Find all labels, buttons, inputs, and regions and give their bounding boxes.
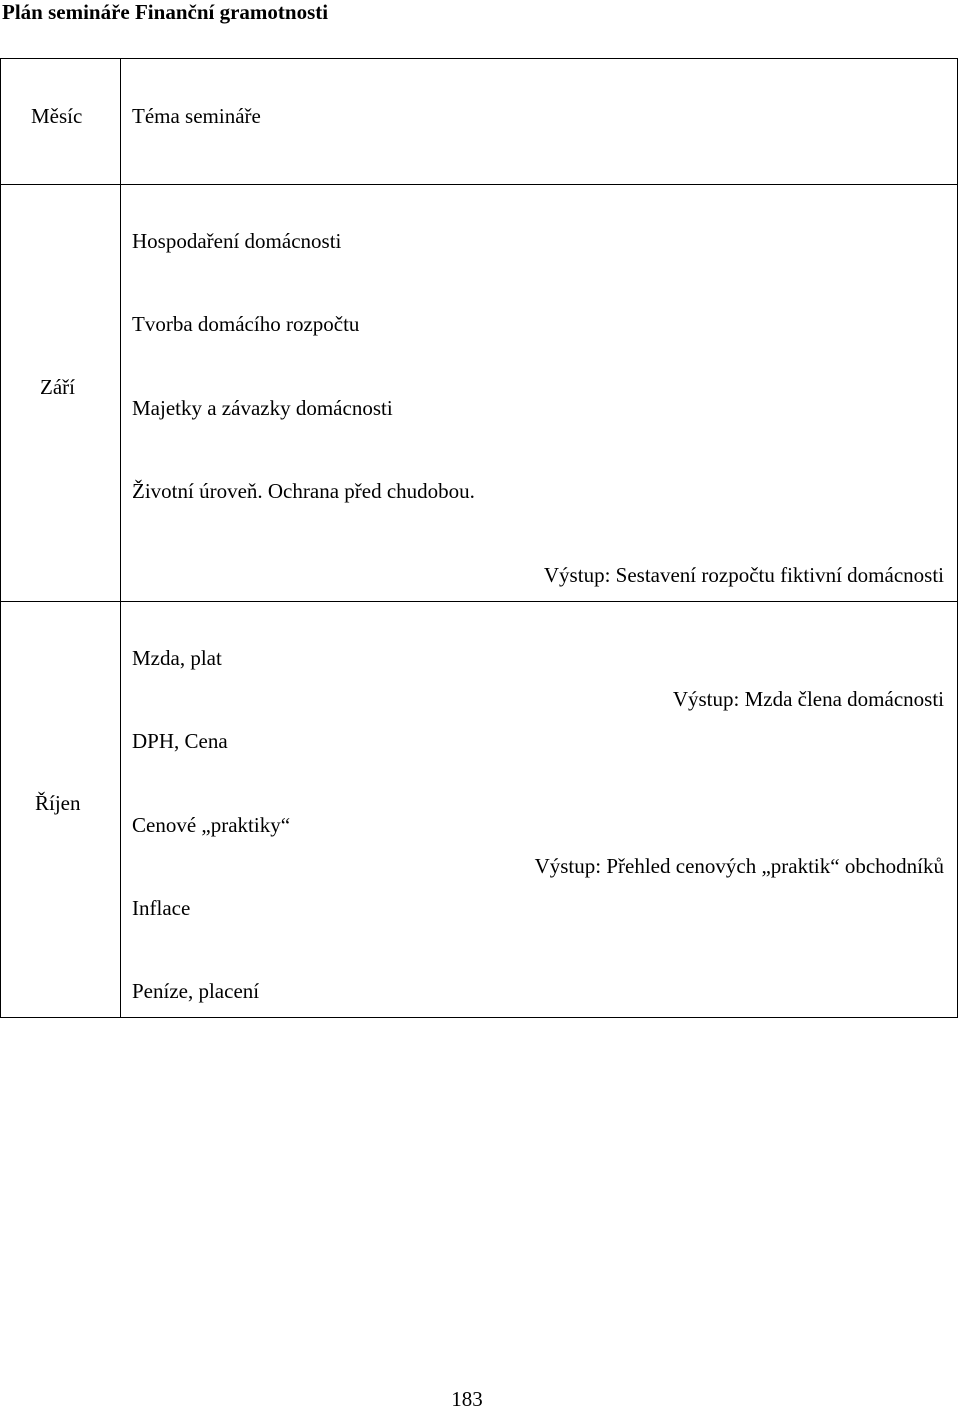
topic-item: Tvorba domácího rozpočtu <box>132 312 360 336</box>
seminar-plan-table <box>0 58 958 1018</box>
header-topic: Téma semináře <box>132 104 261 128</box>
row-month-october: Říjen <box>35 791 81 815</box>
output-item: Výstup: Sestavení rozpočtu fiktivní domácnosti <box>543 563 944 587</box>
header-month: Měsíc <box>31 104 83 128</box>
row-divider <box>1 601 957 602</box>
document-title: Plán semináře Finanční gramotnosti <box>2 0 329 24</box>
page-number: 183 <box>451 1387 483 1411</box>
output-item: Výstup: Mzda člena domácnosti <box>672 687 944 711</box>
topic-item: Inflace <box>132 896 191 920</box>
topic-item: Majetky a závazky domácnosti <box>132 396 393 420</box>
topic-item: Peníze, placení <box>132 979 260 1003</box>
row-month-september: Září <box>40 375 75 399</box>
topic-item: Cenové „praktiky“ <box>132 813 291 837</box>
topic-item: Životní úroveň. Ochrana před chudobou. <box>132 479 475 503</box>
output-item: Výstup: Přehled cenových „praktik“ obchodníků <box>534 854 944 878</box>
topic-item: Mzda, plat <box>132 646 222 670</box>
column-divider <box>120 59 121 1017</box>
topic-item: DPH, Cena <box>132 729 228 753</box>
header-row-divider <box>1 184 957 185</box>
topic-item: Hospodaření domácnosti <box>132 229 342 253</box>
